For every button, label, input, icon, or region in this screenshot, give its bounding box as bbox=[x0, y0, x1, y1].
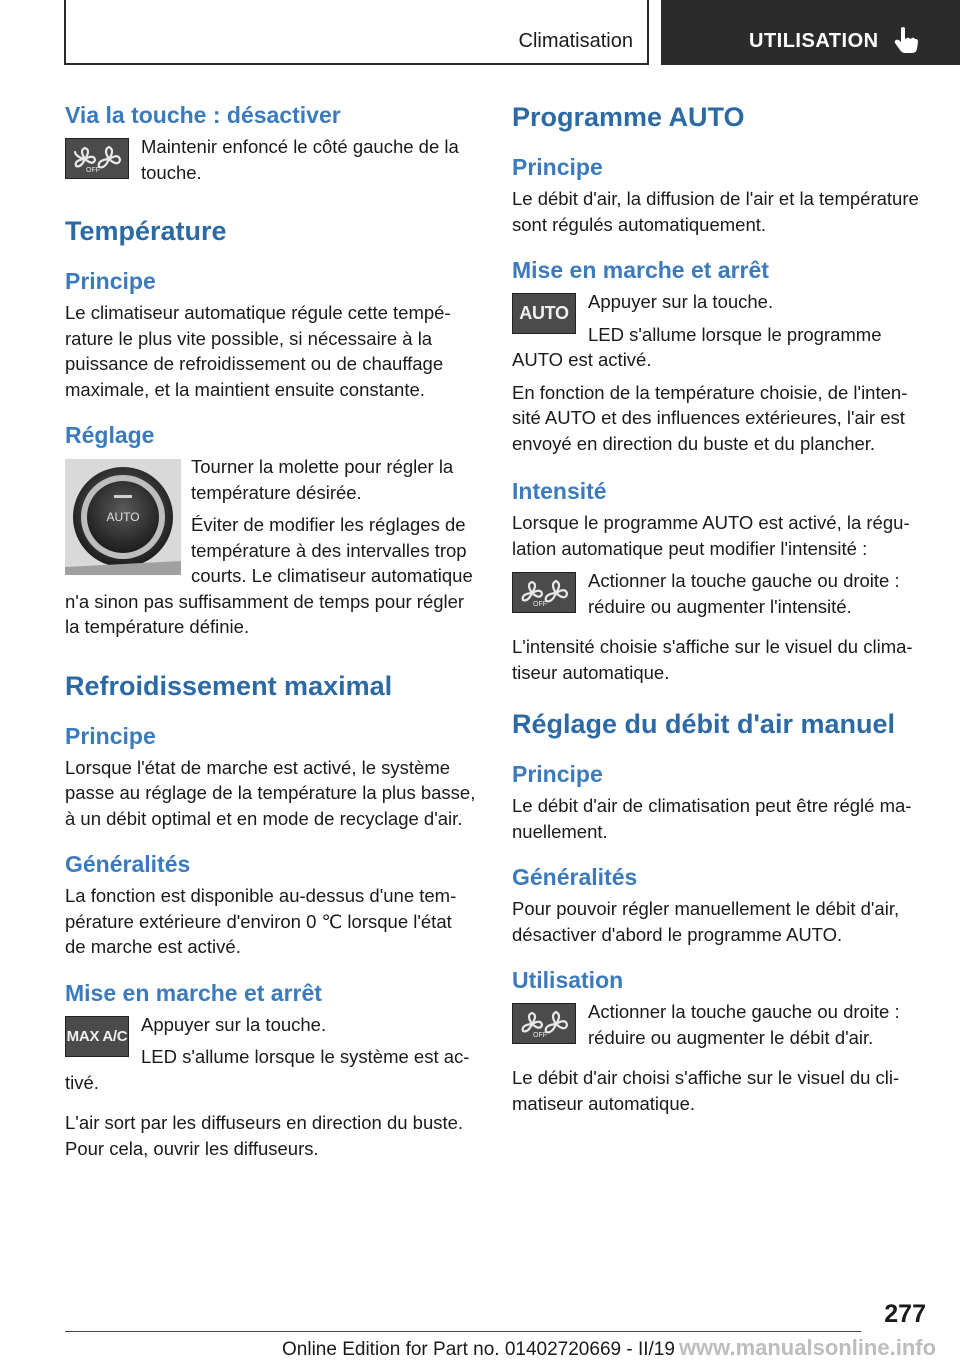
heading-refroidissement: Refroidissement maximal bbox=[65, 670, 393, 701]
text-temperature-principe: Le climatiseur automatique régule cette température le plus vite possible, si nécessaire à la puissance de refroidissement ou de chauffage maximale, et la maintient ensuite constante. bbox=[65, 302, 451, 400]
fan-icon bbox=[516, 1007, 572, 1041]
fan-icon bbox=[516, 576, 572, 610]
left-column bbox=[65, 100, 477, 1168]
heading-deactivate: Via la touche : désactiver bbox=[65, 102, 341, 128]
svg-text:OFF: OFF bbox=[533, 1031, 547, 1039]
svg-text:OFF: OFF bbox=[533, 600, 547, 608]
text-intensite-3: L'intensité choisie s'affiche sur le visuel du climatiseur automatique. bbox=[512, 636, 913, 683]
text-intensite-2: Actionner la touche gauche ou droite : réduire ou augmenter l'intensité. bbox=[588, 570, 900, 617]
footer-edition-text: Online Edition for Part no. 01402720669 - II/19 bbox=[282, 1339, 675, 1360]
max-ac-label: MAX A/C bbox=[66, 1027, 128, 1045]
heading-reglage: Réglage bbox=[65, 422, 155, 448]
text-marche-2: LED s'allume lorsque le système est activé. bbox=[65, 1046, 470, 1093]
footer-watermark[interactable]: www.manualsonline.info bbox=[678, 1335, 937, 1360]
temperature-dial-image bbox=[65, 459, 181, 575]
fan-off-button-image bbox=[65, 138, 129, 179]
heading-utilisation: Utilisation bbox=[512, 967, 624, 993]
text-generalites: La fonction est disponible au-dessus d'une température extérieure d'environ 0 ℃ lorsque l'état de marche est activé. bbox=[65, 885, 457, 957]
fan-button-image-intensite bbox=[512, 572, 576, 613]
page-number: 277 bbox=[884, 1300, 926, 1328]
heading-temperature-principe: Principe bbox=[65, 268, 156, 294]
fan-button-image-utilisation bbox=[512, 1003, 576, 1044]
heading-marche-arret: Mise en marche et arrêt bbox=[65, 979, 322, 1006]
text-auto-marche-2: LED s'allume lorsque le programme AUTO est activé. bbox=[512, 323, 882, 370]
text-utilisation-2: Le débit d'air choisi s'affiche sur le visuel du climatiseur automatique. bbox=[512, 1067, 900, 1114]
text-marche-3: L'air sort par les diffuseurs en direction du buste. Pour cela, ouvrir les diffuseurs. bbox=[65, 1112, 464, 1159]
fan-icon bbox=[69, 142, 125, 176]
header-chapter-title: UTILISATION bbox=[749, 30, 879, 52]
heading-auto-principe: Principe bbox=[512, 154, 603, 180]
text-manuel-generalites: Pour pouvoir régler manuellement le débit d'air, désactiver d'abord le programme AUTO. bbox=[512, 898, 900, 945]
heading-manuel-principe: Principe bbox=[512, 761, 603, 787]
text-deactivate: Maintenir enfoncé le côté gauche de la touche. bbox=[141, 136, 459, 183]
header-section-title: Climatisation bbox=[518, 30, 633, 52]
heading-temperature: Température bbox=[65, 216, 227, 246]
text-marche-1: Appuyer sur la touche. bbox=[141, 1013, 327, 1035]
auto-label: AUTO bbox=[519, 303, 569, 323]
heading-intensite: Intensité bbox=[512, 478, 607, 504]
text-intensite-1: Lorsque le programme AUTO est activé, la régulation automatique peut modifier l'intensité : bbox=[512, 512, 910, 559]
text-auto-marche-1: Appuyer sur la touche. bbox=[588, 291, 774, 312]
heading-reglage-manuel: Réglage du débit d'air manuel bbox=[512, 709, 895, 739]
heading-generalites: Généralités bbox=[65, 851, 191, 877]
footer-edition bbox=[282, 1335, 936, 1361]
header-chapter-box bbox=[661, 0, 960, 65]
heading-refroidissement-principe: Principe bbox=[65, 722, 156, 749]
text-auto-marche-3: En fonction de la température choisie, de l'intensité AUTO et des influences extérieures, l'air est envoyé en direction du buste et du plancher. bbox=[512, 381, 908, 454]
header-section-box bbox=[64, 0, 649, 65]
svg-text:OFF: OFF bbox=[86, 166, 100, 174]
text-reglage-1: Tourner la molette pour régler la température désirée. bbox=[191, 456, 454, 503]
heading-manuel-generalites: Généralités bbox=[512, 864, 638, 890]
auto-button-image bbox=[512, 293, 576, 334]
right-column bbox=[512, 100, 928, 1123]
text-auto-principe: Le débit d'air, la diffusion de l'air et la température sont régulés automatiquement. bbox=[512, 188, 919, 235]
dial-label: AUTO bbox=[106, 510, 140, 524]
text-utilisation-1: Actionner la touche gauche ou droite : réduire ou augmenter le débit d'air. bbox=[588, 1001, 900, 1048]
text-reglage-2: Éviter de modifier les réglages de température à des intervalles trop courts. Le climatiseur automatique n'a sinon pas suffisamment de temps pour régler la température définie. bbox=[65, 514, 473, 637]
pointing-hand-icon bbox=[893, 26, 919, 54]
heading-auto-marche-arret: Mise en marche et arrêt bbox=[512, 257, 769, 283]
footer-rule bbox=[65, 1331, 861, 1332]
text-manuel-principe: Le débit d'air de climatisation peut être réglé manuellement. bbox=[512, 795, 912, 842]
max-ac-button-image bbox=[65, 1016, 129, 1057]
text-refroidissement-principe: Lorsque l'état de marche est activé, le système passe au réglage de la température la plus basse, à un débit optimal et en mode de recyclage d'air. bbox=[65, 756, 476, 829]
heading-programme-auto: Programme AUTO bbox=[512, 102, 745, 132]
